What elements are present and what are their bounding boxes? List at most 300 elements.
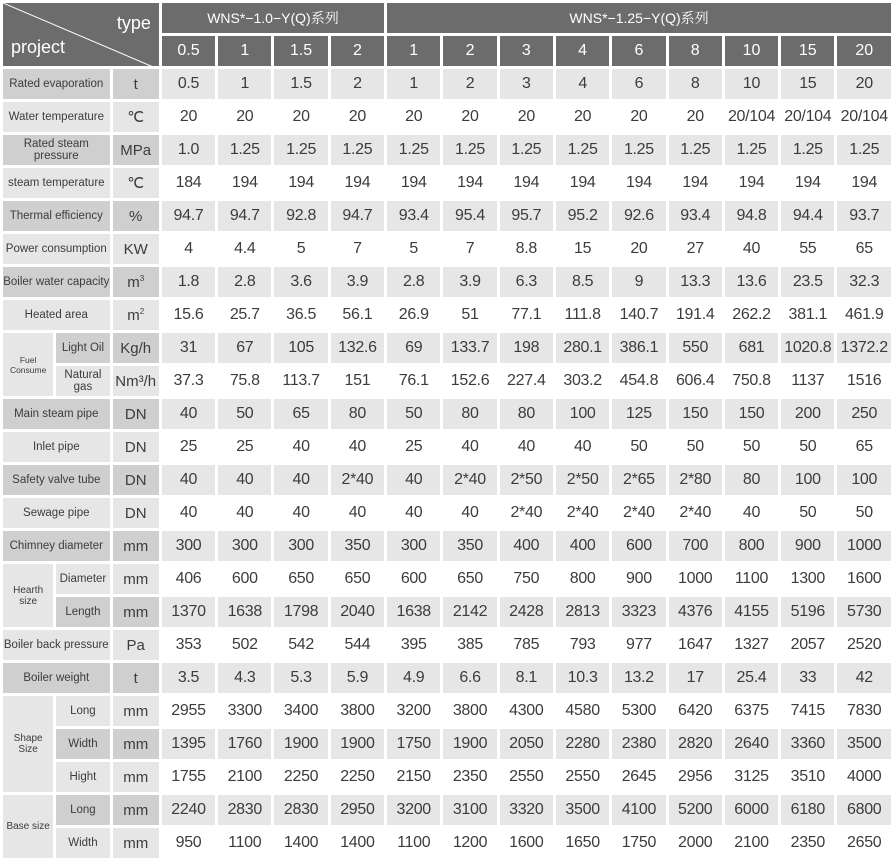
table-cell: 900 [781, 531, 834, 561]
table-cell: 40 [331, 432, 384, 462]
table-cell: 50 [837, 498, 891, 528]
table-cell: 194 [725, 168, 778, 198]
table-cell: 2250 [274, 762, 327, 792]
row-unit [113, 828, 159, 858]
table-cell: 2645 [612, 762, 665, 792]
table-cell: 32.3 [837, 267, 891, 297]
table-cell: 56.1 [331, 300, 384, 330]
table-cell: 9 [612, 267, 665, 297]
table-row [3, 795, 891, 825]
table-cell: 650 [274, 564, 327, 594]
table-row [3, 267, 891, 297]
table-cell: 13.6 [725, 267, 778, 297]
table-cell: 300 [162, 531, 215, 561]
table-cell: 750.8 [725, 366, 778, 396]
table-cell: 1750 [387, 729, 440, 759]
table-row [3, 498, 891, 528]
group-label-base: Base size [3, 795, 53, 858]
row-unit-text: mm [123, 702, 149, 720]
table-cell: 13.2 [612, 663, 665, 693]
table-cell: 2428 [500, 597, 553, 627]
row-unit [113, 465, 159, 495]
table-cell: 3.6 [274, 267, 327, 297]
table-cell: 40 [218, 465, 271, 495]
table-cell: 280.1 [556, 333, 609, 363]
table-cell: 194 [500, 168, 553, 198]
table-row [3, 168, 891, 198]
table-cell: 13.3 [669, 267, 722, 297]
table-cell: 3800 [443, 696, 496, 726]
row-label: Boiler back pressure [3, 630, 110, 660]
table-cell: 3500 [837, 729, 891, 759]
table-cell: 5300 [612, 696, 665, 726]
row-unit [113, 102, 159, 132]
table-cell: 3300 [218, 696, 271, 726]
table-cell: 152.6 [443, 366, 496, 396]
table-row [3, 333, 891, 363]
row-unit-text: Kg/h [120, 339, 152, 357]
row-unit-text: mm [123, 603, 149, 621]
table-cell: 194 [387, 168, 440, 198]
table-row [3, 531, 891, 561]
table-cell: 3200 [387, 696, 440, 726]
table-cell: 40 [274, 432, 327, 462]
table-cell: 40 [443, 498, 496, 528]
table-cell: 194 [781, 168, 834, 198]
table-cell: 502 [218, 630, 271, 660]
table-cell: 793 [556, 630, 609, 660]
row-unit-text: mm [123, 735, 149, 753]
table-cell: 20 [274, 102, 327, 132]
group-label-hearth: Hearth size [3, 564, 53, 627]
row-unit [113, 201, 159, 231]
table-cell: 77.1 [500, 300, 553, 330]
row-unit [113, 300, 159, 330]
model-header-cell: 6 [612, 36, 665, 66]
table-cell: 20 [331, 102, 384, 132]
row-label: Safety valve tube [3, 465, 110, 495]
row-label: Water temperature [3, 102, 110, 132]
table-cell: 4000 [837, 762, 891, 792]
table-cell: 1516 [837, 366, 891, 396]
row-sublabel: Long [56, 795, 109, 825]
table-row [3, 300, 891, 330]
table-cell: 1900 [274, 729, 327, 759]
table-cell: 194 [274, 168, 327, 198]
row-unit-text: mm [123, 834, 149, 852]
row-label: Main steam pipe [3, 399, 110, 429]
table-cell: 80 [443, 399, 496, 429]
table-cell: 40 [500, 432, 553, 462]
table-cell: 40 [725, 498, 778, 528]
table-row [3, 69, 891, 99]
table-row [3, 432, 891, 462]
row-unit-text: Pa [126, 636, 145, 654]
table-cell: 250 [837, 399, 891, 429]
model-header-cell: 0.5 [162, 36, 215, 66]
table-cell: 2.8 [218, 267, 271, 297]
row-label: Boiler water capacity [3, 267, 110, 297]
row-unit-text: mm [123, 537, 149, 555]
table-cell: 132.6 [331, 333, 384, 363]
row-unit-text: DN [124, 504, 147, 522]
table-cell: 65 [274, 399, 327, 429]
table-cell: 40 [443, 432, 496, 462]
table-cell: 5730 [837, 597, 891, 627]
table-cell: 544 [331, 630, 384, 660]
table-cell: 1200 [443, 828, 496, 858]
table-cell: 5200 [669, 795, 722, 825]
table-cell: 2*40 [443, 465, 496, 495]
table-cell: 2250 [331, 762, 384, 792]
table-cell: 1638 [387, 597, 440, 627]
table-cell: 3500 [556, 795, 609, 825]
table-cell: 381.1 [781, 300, 834, 330]
table-cell: 1000 [669, 564, 722, 594]
table-cell: 4155 [725, 597, 778, 627]
table-cell: 2240 [162, 795, 215, 825]
table-cell: 4 [556, 69, 609, 99]
table-cell: 50 [725, 432, 778, 462]
table-cell: 36.5 [274, 300, 327, 330]
row-sublabel: Light Oil [56, 333, 109, 363]
table-cell: 194 [443, 168, 496, 198]
row-unit-superscript: 3 [139, 273, 145, 283]
table-cell: 3200 [387, 795, 440, 825]
row-label: Heated area [3, 300, 110, 330]
table-cell: 2.8 [387, 267, 440, 297]
table-cell: 1600 [837, 564, 891, 594]
table-cell: 50 [781, 432, 834, 462]
table-cell: 1327 [725, 630, 778, 660]
table-cell: 93.4 [669, 201, 722, 231]
table-cell: 6375 [725, 696, 778, 726]
table-cell: 1100 [387, 828, 440, 858]
table-cell: 194 [331, 168, 384, 198]
table-cell: 0.5 [162, 69, 215, 99]
table-cell: 6420 [669, 696, 722, 726]
row-unit-text: t [133, 669, 138, 687]
row-unit-superscript: 2 [139, 306, 145, 316]
table-cell: 93.7 [837, 201, 891, 231]
table-cell: 3.9 [443, 267, 496, 297]
table-cell: 25 [387, 432, 440, 462]
table-cell: 140.7 [612, 300, 665, 330]
row-label: Rated evaporation [3, 69, 110, 99]
table-cell: 2350 [443, 762, 496, 792]
table-cell: 1.0 [162, 135, 215, 165]
table-cell: 5196 [781, 597, 834, 627]
table-row [3, 399, 891, 429]
table-cell: 650 [443, 564, 496, 594]
row-unit [113, 696, 159, 726]
table-cell: 7415 [781, 696, 834, 726]
row-sublabel: Diameter [56, 564, 109, 594]
table-cell: 20/104 [837, 102, 891, 132]
table-cell: 3100 [443, 795, 496, 825]
table-cell: 5 [274, 234, 327, 264]
row-unit-text: ℃ [127, 175, 145, 192]
table-cell: 4376 [669, 597, 722, 627]
table-cell: 2280 [556, 729, 609, 759]
table-cell: 1372.2 [837, 333, 891, 363]
table-cell: 1.25 [443, 135, 496, 165]
table-cell: 2550 [556, 762, 609, 792]
table-cell: 2*40 [500, 498, 553, 528]
table-cell: 1755 [162, 762, 215, 792]
table-cell: 2150 [387, 762, 440, 792]
table-cell: 2640 [725, 729, 778, 759]
table-cell: 31 [162, 333, 215, 363]
table-cell: 75.8 [218, 366, 271, 396]
table-cell: 406 [162, 564, 215, 594]
table-cell: 550 [669, 333, 722, 363]
table-cell: 20 [500, 102, 553, 132]
table-row [3, 465, 891, 495]
table-cell: 3320 [500, 795, 553, 825]
table-cell: 3360 [781, 729, 834, 759]
table-corner-header [3, 3, 159, 66]
table-cell: 94.7 [218, 201, 271, 231]
table-cell: 1400 [274, 828, 327, 858]
row-label: steam temperature [3, 168, 110, 198]
table-cell: 1900 [443, 729, 496, 759]
table-cell: 800 [556, 564, 609, 594]
table-cell: 3 [500, 69, 553, 99]
row-label: Chimney diameter [3, 531, 110, 561]
table-cell: 2956 [669, 762, 722, 792]
table-cell: 5.3 [274, 663, 327, 693]
row-unit [113, 597, 159, 627]
table-cell: 2550 [500, 762, 553, 792]
table-cell: 94.8 [725, 201, 778, 231]
table-cell: 2050 [500, 729, 553, 759]
table-cell: 40 [162, 498, 215, 528]
table-cell: 20 [162, 102, 215, 132]
table-cell: 2*80 [669, 465, 722, 495]
table-cell: 4300 [500, 696, 553, 726]
table-row [3, 234, 891, 264]
table-cell: 1647 [669, 630, 722, 660]
table-cell: 900 [612, 564, 665, 594]
table-cell: 2*40 [669, 498, 722, 528]
row-unit [113, 69, 159, 99]
table-cell: 4.9 [387, 663, 440, 693]
table-cell: 1100 [218, 828, 271, 858]
table-cell: 2830 [274, 795, 327, 825]
table-cell: 1650 [556, 828, 609, 858]
table-cell: 40 [725, 234, 778, 264]
table-cell: 10 [725, 69, 778, 99]
project-label: project [11, 37, 66, 57]
table-cell: 2650 [837, 828, 891, 858]
table-cell: 50 [218, 399, 271, 429]
table-cell: 650 [331, 564, 384, 594]
table-cell: 8.1 [500, 663, 553, 693]
table-cell: 200 [781, 399, 834, 429]
table-cell: 350 [331, 531, 384, 561]
table-cell: 25.4 [725, 663, 778, 693]
table-cell: 1600 [500, 828, 553, 858]
model-header-cell: 1 [218, 36, 271, 66]
table-cell: 6180 [781, 795, 834, 825]
table-cell: 94.4 [781, 201, 834, 231]
table-cell: 20 [837, 69, 891, 99]
table-cell: 5.9 [331, 663, 384, 693]
table-cell: 600 [387, 564, 440, 594]
table-cell: 80 [725, 465, 778, 495]
table-cell: 454.8 [612, 366, 665, 396]
row-unit [113, 729, 159, 759]
table-cell: 7 [443, 234, 496, 264]
table-cell: 40 [218, 498, 271, 528]
table-cell: 600 [612, 531, 665, 561]
table-row [3, 201, 891, 231]
table-cell: 4100 [612, 795, 665, 825]
table-row [3, 630, 891, 660]
table-cell: 105 [274, 333, 327, 363]
table-cell: 300 [274, 531, 327, 561]
table-cell: 2 [443, 69, 496, 99]
row-unit [113, 399, 159, 429]
row-sublabel: Width [56, 828, 109, 858]
table-cell: 2*40 [612, 498, 665, 528]
table-cell: 50 [387, 399, 440, 429]
row-unit [113, 564, 159, 594]
table-cell: 1 [218, 69, 271, 99]
table-cell: 386.1 [612, 333, 665, 363]
table-cell: 7 [331, 234, 384, 264]
group-label-shape: Shape Size [3, 696, 53, 792]
table-cell: 461.9 [837, 300, 891, 330]
table-cell: 227.4 [500, 366, 553, 396]
table-cell: 2350 [781, 828, 834, 858]
row-unit [113, 234, 159, 264]
table-cell: 95.2 [556, 201, 609, 231]
table-cell: 2100 [725, 828, 778, 858]
table-cell: 80 [500, 399, 553, 429]
table-cell: 2142 [443, 597, 496, 627]
row-unit [113, 267, 159, 297]
table-cell: 111.8 [556, 300, 609, 330]
table-cell: 1.25 [781, 135, 834, 165]
table-cell: 1.8 [162, 267, 215, 297]
table-cell: 93.4 [387, 201, 440, 231]
table-cell: 50 [781, 498, 834, 528]
table-cell: 1.5 [274, 69, 327, 99]
row-unit [113, 663, 159, 693]
table-cell: 40 [274, 498, 327, 528]
table-cell: 184 [162, 168, 215, 198]
table-cell: 1638 [218, 597, 271, 627]
table-row [3, 828, 891, 858]
table-cell: 1 [387, 69, 440, 99]
table-cell: 94.7 [162, 201, 215, 231]
type-label: type [116, 13, 151, 33]
table-row [3, 663, 891, 693]
table-row [3, 597, 891, 627]
table-cell: 27 [669, 234, 722, 264]
row-label: Inlet pipe [3, 432, 110, 462]
table-cell: 65 [837, 432, 891, 462]
table-cell: 6.6 [443, 663, 496, 693]
table-cell: 950 [162, 828, 215, 858]
row-unit-text: m [127, 306, 140, 324]
table-cell: 1395 [162, 729, 215, 759]
model-header-cell: 3 [500, 36, 553, 66]
row-unit [113, 498, 159, 528]
table-cell: 20/104 [781, 102, 834, 132]
table-cell: 65 [837, 234, 891, 264]
row-unit [113, 366, 159, 396]
row-unit-text: KW [123, 240, 148, 258]
table-cell: 1137 [781, 366, 834, 396]
row-unit [113, 630, 159, 660]
table-cell: 8.5 [556, 267, 609, 297]
table-cell: 55 [781, 234, 834, 264]
table-cell: 1.25 [218, 135, 271, 165]
table-cell: 92.8 [274, 201, 327, 231]
row-label: Rated steam pressure [3, 135, 110, 165]
table-cell: 2955 [162, 696, 215, 726]
row-unit-text: ℃ [127, 109, 145, 126]
row-sublabel: Width [56, 729, 109, 759]
table-cell: 2520 [837, 630, 891, 660]
table-cell: 40 [556, 432, 609, 462]
row-unit [113, 762, 159, 792]
table-cell: 3510 [781, 762, 834, 792]
table-row [3, 102, 891, 132]
row-unit-text: % [129, 207, 143, 225]
table-cell: 40 [331, 498, 384, 528]
model-header-cell: 4 [556, 36, 609, 66]
table-cell: 150 [725, 399, 778, 429]
row-unit [113, 531, 159, 561]
table-cell: 150 [669, 399, 722, 429]
table-row [3, 366, 891, 396]
table-cell: 20 [218, 102, 271, 132]
model-header-cell: 15 [781, 36, 834, 66]
table-cell: 303.2 [556, 366, 609, 396]
table-cell: 40 [162, 465, 215, 495]
model-header-cell: 2 [331, 36, 384, 66]
table-cell: 92.6 [612, 201, 665, 231]
table-cell: 2820 [669, 729, 722, 759]
table-cell: 6800 [837, 795, 891, 825]
table-cell: 2*40 [556, 498, 609, 528]
table-cell: 198 [500, 333, 553, 363]
table-cell: 15.6 [162, 300, 215, 330]
table-cell: 606.4 [669, 366, 722, 396]
table-cell: 33 [781, 663, 834, 693]
table-cell: 67 [218, 333, 271, 363]
table-cell: 194 [556, 168, 609, 198]
table-cell: 20 [669, 102, 722, 132]
table-cell: 681 [725, 333, 778, 363]
table-cell: 1900 [331, 729, 384, 759]
table-cell: 300 [218, 531, 271, 561]
table-cell: 113.7 [274, 366, 327, 396]
table-cell: 191.4 [669, 300, 722, 330]
table-cell: 194 [218, 168, 271, 198]
table-cell: 20 [443, 102, 496, 132]
table-cell: 2813 [556, 597, 609, 627]
table-cell: 26.9 [387, 300, 440, 330]
table-cell: 37.3 [162, 366, 215, 396]
table-cell: 40 [387, 465, 440, 495]
table-cell: 3125 [725, 762, 778, 792]
row-unit-text: t [133, 75, 138, 93]
